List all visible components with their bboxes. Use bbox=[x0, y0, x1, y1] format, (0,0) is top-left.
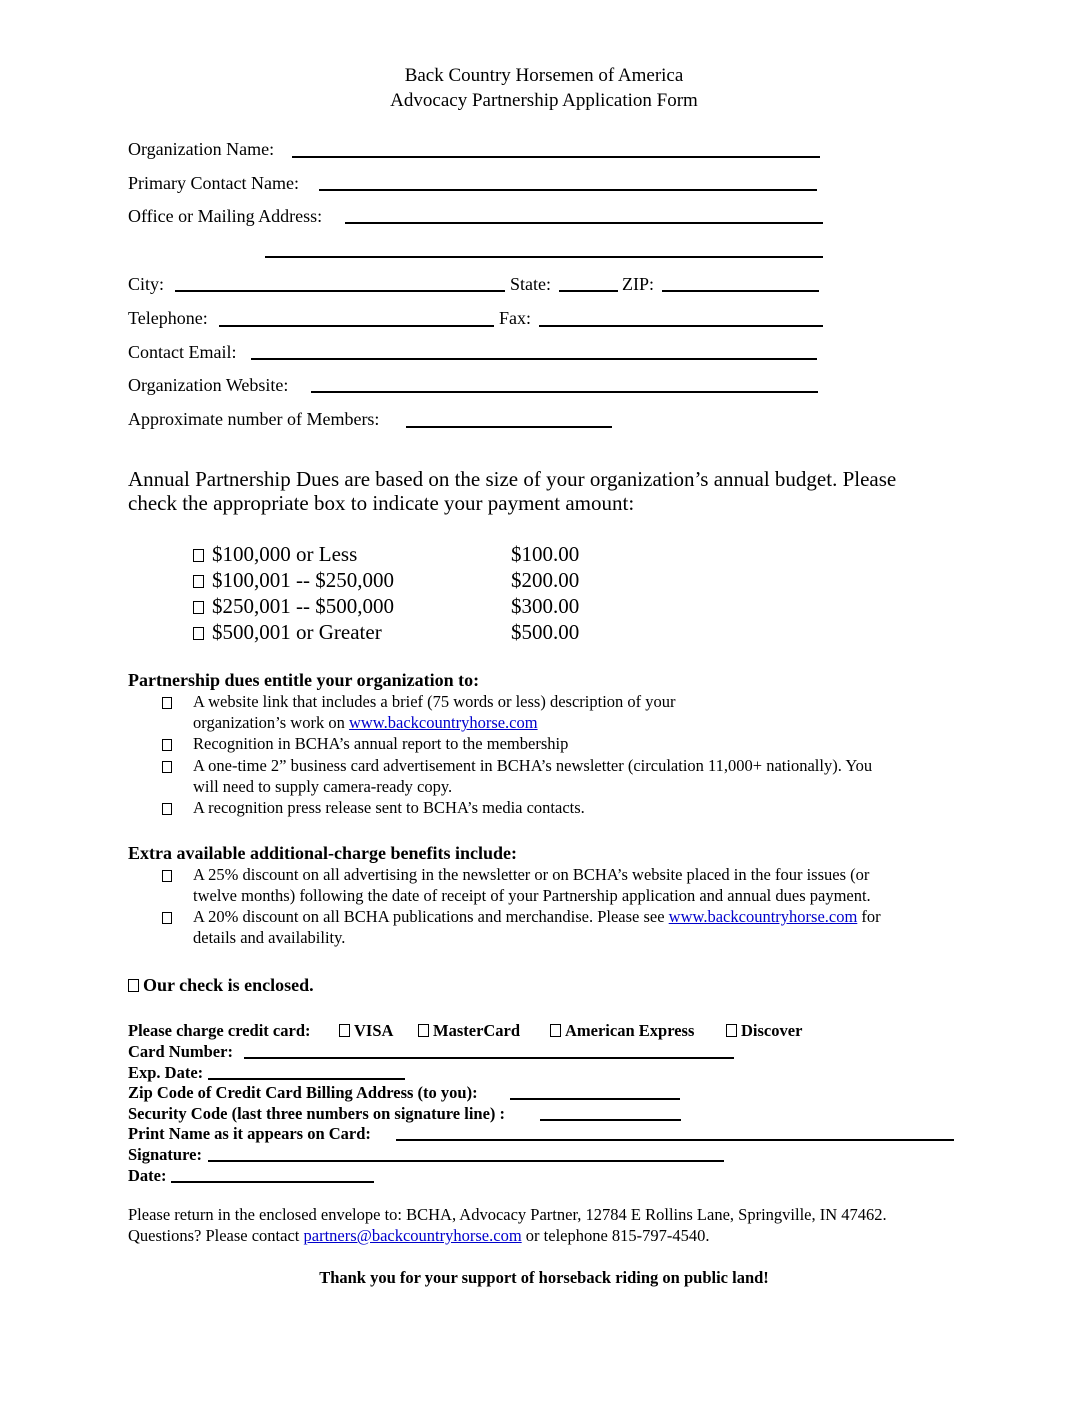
org-name-label: Organization Name: bbox=[128, 139, 275, 159]
checkbox-icon[interactable] bbox=[128, 979, 139, 992]
benefit-4: A recognition press release sent to BCHA’s media contacts. bbox=[193, 798, 585, 817]
card-option-amex[interactable]: American Express bbox=[550, 1021, 694, 1041]
org-name-field[interactable] bbox=[292, 156, 820, 158]
checkbox-icon[interactable] bbox=[339, 1024, 350, 1037]
dues-amount: $100.00 bbox=[511, 542, 580, 566]
date-label: Date: bbox=[128, 1166, 167, 1185]
benefit-1-line2: organization’s work on www.backcountryhorse.com bbox=[193, 713, 538, 732]
state-label: State: bbox=[510, 274, 551, 294]
card-option-mastercard[interactable]: MasterCard bbox=[418, 1021, 520, 1041]
website-link[interactable]: www.backcountryhorse.com bbox=[668, 907, 858, 926]
print-name-field[interactable] bbox=[396, 1139, 954, 1141]
checkbox-icon[interactable] bbox=[193, 601, 204, 614]
fax-label: Fax: bbox=[499, 308, 532, 328]
exp-date-field[interactable] bbox=[208, 1078, 405, 1080]
state-field[interactable] bbox=[559, 290, 618, 292]
extra-2-line1: A 20% discount on all BCHA publications and merchandise. Please see www.backcountryhorse.com for bbox=[193, 907, 881, 926]
telephone-field[interactable] bbox=[219, 325, 494, 327]
checkbox-icon[interactable] bbox=[418, 1024, 429, 1037]
dues-option[interactable]: $250,001 -- $500,000 bbox=[193, 594, 394, 619]
questions-line: Questions? Please contact partners@backcountryhorse.com or telephone 815-797-4540. bbox=[128, 1226, 710, 1245]
extra-2-line2: details and availability. bbox=[193, 928, 346, 947]
signature-field[interactable] bbox=[208, 1160, 724, 1162]
dues-amount: $300.00 bbox=[511, 594, 580, 618]
dues-option[interactable]: $500,001 or Greater bbox=[193, 620, 382, 645]
bullet-box-icon bbox=[162, 761, 172, 773]
bullet-box-icon bbox=[162, 697, 172, 709]
bullet-box-icon bbox=[162, 803, 172, 815]
billing-zip-label: Zip Code of Credit Card Billing Address (to you): bbox=[128, 1083, 478, 1102]
benefit-2: Recognition in BCHA’s annual report to the membership bbox=[193, 734, 569, 753]
dues-option[interactable]: $100,000 or Less bbox=[193, 542, 357, 567]
email-field[interactable] bbox=[251, 358, 817, 360]
extra-1-line1: A 25% discount on all advertising in the newsletter or on BCHA’s website placed in the four issues (or bbox=[193, 865, 870, 884]
extras-heading: Extra available additional-charge benefits include: bbox=[128, 843, 517, 863]
contact-name-label: Primary Contact Name: bbox=[128, 173, 299, 193]
website-label: Organization Website: bbox=[128, 375, 289, 395]
form-title: Back Country Horsemen of America bbox=[404, 65, 684, 86]
checkbox-icon[interactable] bbox=[726, 1024, 737, 1037]
telephone-label: Telephone: bbox=[128, 308, 208, 328]
charge-label: Please charge credit card: bbox=[128, 1021, 311, 1040]
dues-amount: $200.00 bbox=[511, 568, 580, 592]
members-field[interactable] bbox=[406, 426, 612, 428]
print-name-label: Print Name as it appears on Card: bbox=[128, 1124, 371, 1143]
contact-name-field[interactable] bbox=[319, 189, 817, 191]
address-field-2[interactable] bbox=[265, 256, 823, 258]
exp-date-label: Exp. Date: bbox=[128, 1063, 204, 1082]
extra-1-line2: twelve months) following the date of receipt of your Partnership application and annual dues payment. bbox=[193, 886, 871, 905]
bullet-box-icon bbox=[162, 870, 172, 882]
benefits-heading: Partnership dues entitle your organization to: bbox=[128, 670, 480, 690]
billing-zip-field[interactable] bbox=[510, 1098, 680, 1100]
dues-amount: $500.00 bbox=[511, 620, 580, 644]
address-label: Office or Mailing Address: bbox=[128, 206, 323, 226]
bullet-box-icon bbox=[162, 739, 172, 751]
date-field[interactable] bbox=[171, 1181, 374, 1183]
city-field[interactable] bbox=[175, 290, 505, 292]
form-subtitle: Advocacy Partnership Application Form bbox=[390, 90, 698, 111]
email-label: Contact Email: bbox=[128, 342, 237, 362]
card-option-visa[interactable]: VISA bbox=[339, 1021, 393, 1041]
dues-option[interactable]: $100,001 -- $250,000 bbox=[193, 568, 394, 593]
return-address: Please return in the enclosed envelope to: BCHA, Advocacy Partner, 12784 E Rollins Lane, Springville, IN 47462. bbox=[128, 1205, 887, 1224]
checkbox-icon[interactable] bbox=[193, 549, 204, 562]
benefit-3-line2: will need to supply camera-ready copy. bbox=[193, 777, 453, 796]
checkbox-icon[interactable] bbox=[550, 1024, 561, 1037]
address-field-1[interactable] bbox=[345, 222, 823, 224]
check-enclosed-option[interactable]: Our check is enclosed. bbox=[128, 975, 314, 996]
benefit-3-line1: A one-time 2” business card advertisement in BCHA’s newsletter (circulation 11,000+ nationally). You bbox=[193, 756, 873, 775]
members-label: Approximate number of Members: bbox=[128, 409, 380, 429]
card-number-field[interactable] bbox=[244, 1057, 734, 1059]
dues-intro-line1: Annual Partnership Dues are based on the size of your organization’s annual budget. Please bbox=[128, 467, 897, 491]
signature-label: Signature: bbox=[128, 1145, 202, 1164]
checkbox-icon[interactable] bbox=[193, 575, 204, 588]
thank-you: Thank you for your support of horseback riding on public land! bbox=[319, 1268, 769, 1287]
website-field[interactable] bbox=[311, 391, 818, 393]
zip-label: ZIP: bbox=[622, 274, 655, 294]
bullet-box-icon bbox=[162, 912, 172, 924]
security-code-field[interactable] bbox=[540, 1119, 681, 1121]
card-option-discover[interactable]: Discover bbox=[726, 1021, 802, 1041]
website-link[interactable]: www.backcountryhorse.com bbox=[348, 713, 538, 732]
city-label: City: bbox=[128, 274, 165, 294]
checkbox-icon[interactable] bbox=[193, 627, 204, 640]
dues-intro-line2: check the appropriate box to indicate your payment amount: bbox=[128, 491, 635, 515]
benefit-1-line1: A website link that includes a brief (75 words or less) description of your bbox=[193, 692, 676, 711]
card-number-label: Card Number: bbox=[128, 1042, 233, 1061]
fax-field[interactable] bbox=[539, 325, 823, 327]
email-link[interactable]: partners@backcountryhorse.com bbox=[303, 1226, 522, 1245]
zip-field[interactable] bbox=[662, 290, 819, 292]
security-code-label: Security Code (last three numbers on signature line) : bbox=[128, 1104, 506, 1123]
